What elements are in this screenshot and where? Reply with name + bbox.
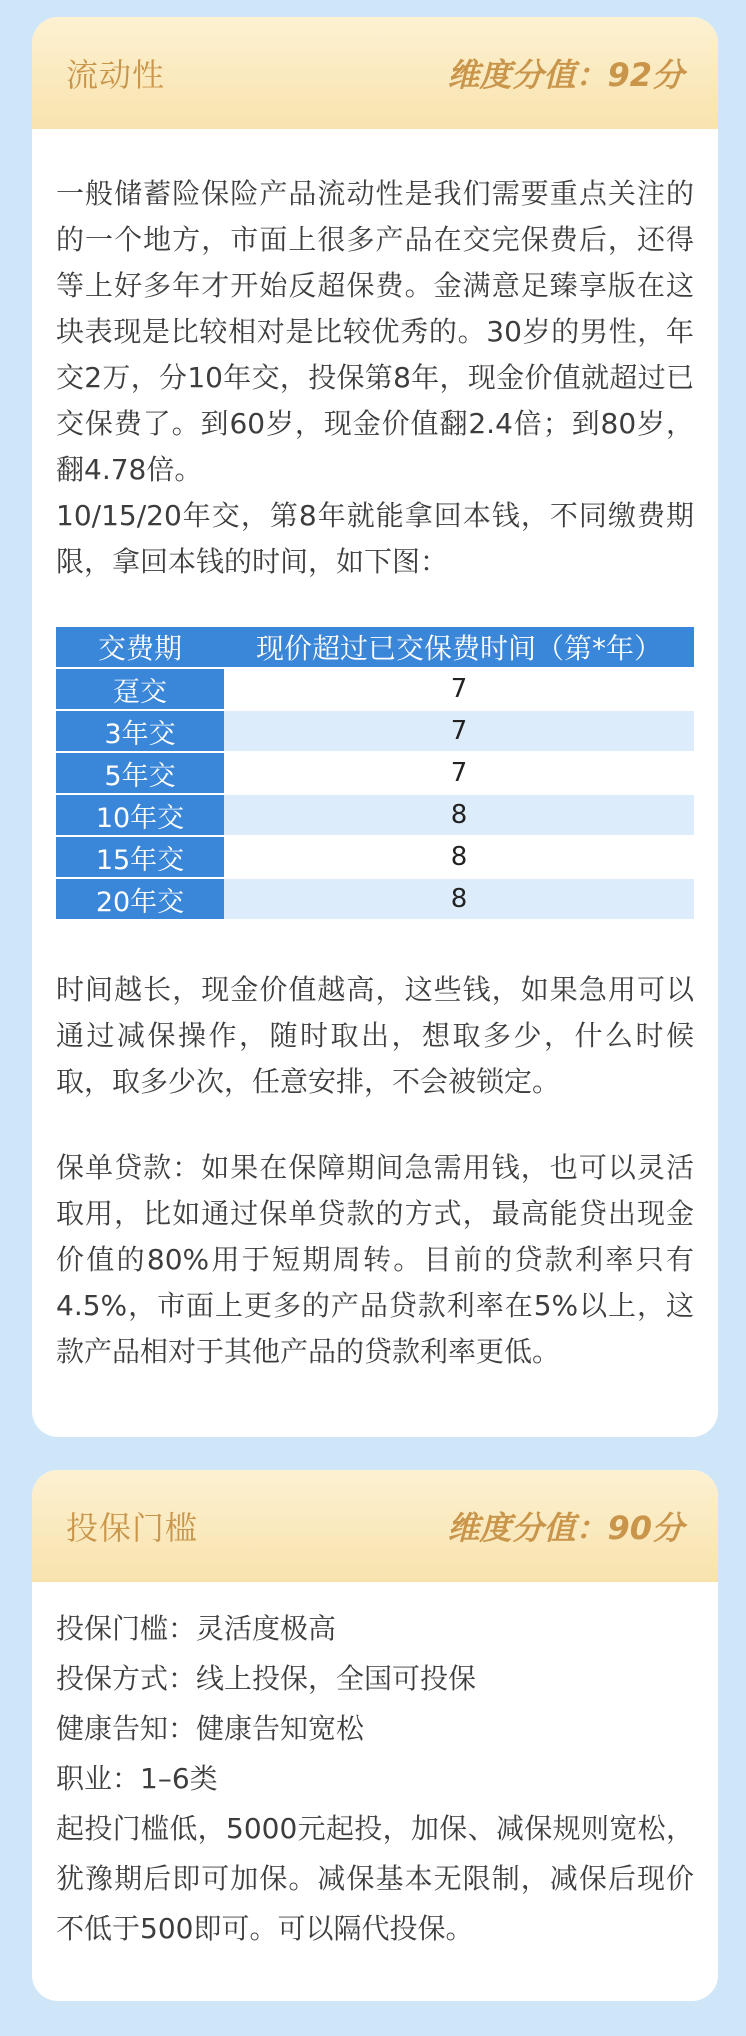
liquidity-score: 维度分值：92分 [447,56,684,94]
table-cell-term: 3年交 [56,710,224,752]
table-row [56,710,694,752]
eligibility-card [32,1470,718,2001]
table-cell-year: 8 [224,878,694,919]
table-cell-year: 7 [224,710,694,752]
eligibility-paragraph: 起投门槛低，5000元起投，加保、减保规则宽松，犹豫期后即可加保。减保基本无限制，减保后现价不低于500即可。可以隔代投保。 [56,1812,694,1945]
table-cell-year: 7 [224,668,694,710]
table-row [56,878,694,919]
table-cell-term: 10年交 [56,794,224,836]
table-row [56,794,694,836]
liquidity-card [32,17,718,1437]
liquidity-paragraph-1: 一般储蓄险保险产品流动性是我们需要重点关注的的一个地方，市面上很多产品在交完保费后，还得等上好多年才开始反超保费。金满意足臻享版在这块表现是比较相对是比较优秀的。30岁的男性，年交2万，分10年交，投保第8年，现金价值就超过已交保费了。到60岁，现金价值翻2.4倍；到80岁，翻4.78倍。 [56,177,694,486]
policy-loan-paragraph: 保单贷款：如果在保障期间急需用钱，也可以灵活取用，比如通过保单贷款的方式，最高能贷出现金价值的80%用于短期周转。目前的贷款利率只有4.5%，市面上更多的产品贷款利率在5%以上，这款产品相对于其他产品的贷款利率更低。 [56,1151,694,1368]
eligibility-title: 投保门槛 [66,1509,199,1547]
table-cell-term: 趸交 [56,668,224,710]
occupation-line: 职业：1–6类 [56,1762,218,1795]
liquidity-title: 流动性 [66,56,166,94]
eligibility-header [32,1470,718,1582]
table-cell-year: 7 [224,752,694,794]
table-cell-term: 5年交 [56,752,224,794]
table-cell-term: 15年交 [56,836,224,878]
purchase-method-line: 投保方式：线上投保，全国可投保 [56,1662,477,1695]
table-header-year: 现价超过已交保费时间（第*年） [224,627,694,668]
liquidity-paragraph-2: 10/15/20年交，第8年就能拿回本钱，不同缴费期限，拿回本钱的时间，如下图： [56,499,694,578]
eligibility-body [32,1582,718,1954]
liquidity-paragraph-3: 时间越长，现金价值越高，这些钱，如果急用可以通过减保操作，随时取出，想取多少，什么时候取，取多少次，任意安排，不会被锁定。 [56,973,694,1098]
table-row [56,836,694,878]
payback-table [56,627,694,919]
health-notice-line: 健康告知：健康告知宽松 [56,1712,365,1745]
eligibility-threshold-line: 投保门槛：灵活度极高 [56,1612,337,1645]
table-cell-year: 8 [224,836,694,878]
liquidity-header [32,17,718,129]
table-row [56,752,694,794]
table-row [56,668,694,710]
table-header-term: 交费期 [56,627,224,668]
eligibility-score: 维度分值：90分 [447,1509,684,1547]
table-cell-year: 8 [224,794,694,836]
table-cell-term: 20年交 [56,878,224,919]
